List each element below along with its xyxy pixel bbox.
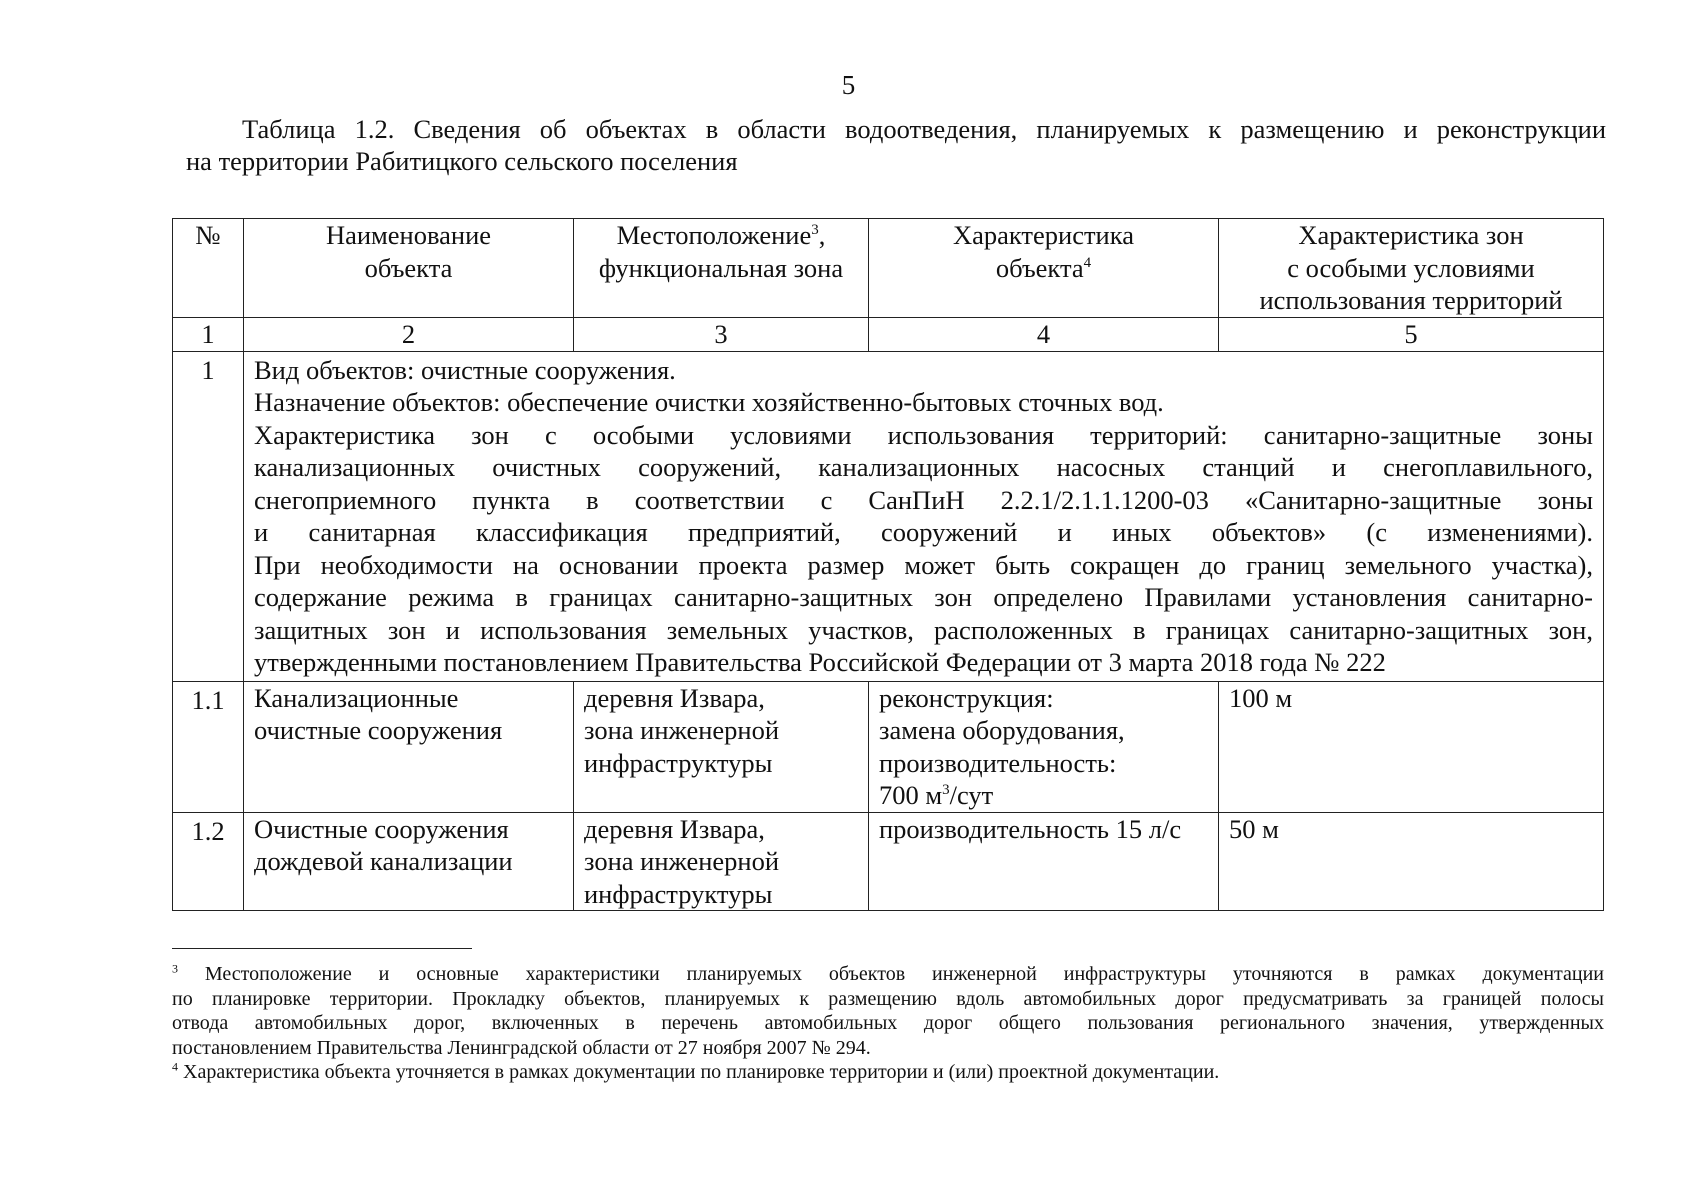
caption-line-2: на территории Рабитицкого сельского поселения (186, 146, 738, 176)
footnote-line: отвода автомобильных дорог, включенных в перечень автомобильных дорог общего пользования регионального значения, утвержденных (172, 1012, 1604, 1034)
header-num: № (173, 219, 244, 318)
footnote-line: $^4$ Характеристика объекта уточняется в рамках документации по планировке территории и (или) проектной документации. (172, 1059, 1220, 1083)
page-number: 5 (841, 70, 856, 100)
table-caption (186, 113, 1606, 177)
group-description (244, 351, 1604, 681)
footnote-mark: 4 (172, 1059, 178, 1074)
footnote-ref-3: 3 (811, 222, 819, 239)
column-number: 5 (1219, 317, 1604, 351)
caption-line-1: Таблица 1.2. Сведения об объектах в области водоотведения, планируемых к размещению и реконструкции (242, 114, 1606, 144)
group-line: снегоприемного пункта в соответствии с СанПиН 2.2.1/2.1.1.1200-03 «Санитарно-защитные зоны (254, 484, 1593, 515)
object-zone: 100 м (1219, 681, 1604, 812)
group-row (173, 351, 1604, 681)
object-name: Очистные сооружения дождевой канализации (244, 812, 574, 911)
row-number: 1.2 (173, 812, 244, 911)
footnote-line: по планировке территории. Прокладку объектов, планируемых к размещению вдоль автомобильных дорог предусматривать за границей полосы (172, 987, 1604, 1010)
footnote-mark: 3 (172, 961, 178, 976)
table-row (173, 681, 1604, 812)
object-location: деревня Извара, зона инженерной инфраструктуры (574, 812, 869, 911)
footnote-ref-4: 4 (1083, 254, 1092, 271)
group-line: утвержденными постановлением Правительства Российской Федерации от 3 марта 2018 года № 222 (254, 647, 1386, 677)
header-location: Местоположение$^3$, функциональная зона (574, 219, 869, 318)
table-header-row (173, 219, 1604, 318)
column-number-row (173, 317, 1604, 351)
object-location: деревня Извара, зона инженерной инфраструктуры (574, 681, 869, 812)
table-row (173, 812, 1604, 911)
object-name: Канализационные очистные сооружения (244, 681, 574, 812)
footnote-line: $^3$ Местоположение и основные характеристики планируемых объектов инженерной инфраструктуры уточняются в рамках документации (172, 961, 1604, 985)
group-line: и санитарная классификация предприятий, сооружений и иных объектов» (с изменениями). (254, 517, 1593, 547)
column-number: 1 (173, 317, 244, 351)
footnote-3 (172, 962, 1604, 1060)
group-line: Назначение объектов: обеспечение очистки хозяйственно-бытовых сточных вод. (254, 387, 1164, 417)
object-characteristic: производительность 15 л/с (869, 812, 1219, 911)
column-number: 3 (574, 317, 869, 351)
wastewater-objects-table (172, 218, 1604, 911)
column-number: 4 (869, 317, 1219, 351)
object-zone: 50 м (1219, 812, 1604, 911)
column-number: 2 (244, 317, 574, 351)
footnotes (172, 962, 1604, 1085)
group-line: защитных зон и использования земельных участков, расположенных в границах санитарно-защитных зон, (254, 614, 1593, 645)
header-name: Наименование объекта (244, 219, 574, 318)
header-zone: Характеристика зон с особыми условиями использования территорий (1219, 219, 1604, 318)
footnote-divider (172, 948, 472, 949)
group-line: содержание режима в границах санитарно-защитных зон определено Правилами установления санитарно- (254, 582, 1593, 612)
row-number: 1.1 (173, 681, 244, 812)
object-characteristic: реконструкция: замена оборудования, производительность: 700 $м^3$/сут (869, 681, 1219, 812)
group-line: канализационных очистных сооружений, канализационных насосных станций и снегоплавильного, (254, 452, 1593, 482)
group-number: 1 (173, 351, 244, 681)
footnote-line: постановлением Правительства Ленинградской области от 27 ноября 2007 № 294. (172, 1036, 871, 1059)
group-line: Характеристика зон с особыми условиями использования территорий: санитарно-защитные зоны (254, 419, 1593, 450)
group-line: Вид объектов: очистные сооружения. (254, 354, 676, 385)
group-line: При необходимости на основании проекта размер может быть сокращен до границ земельного участка), (254, 549, 1593, 580)
footnote-4 (172, 1060, 1604, 1085)
header-characteristic: Характеристика объекта$^4$ (869, 219, 1219, 318)
